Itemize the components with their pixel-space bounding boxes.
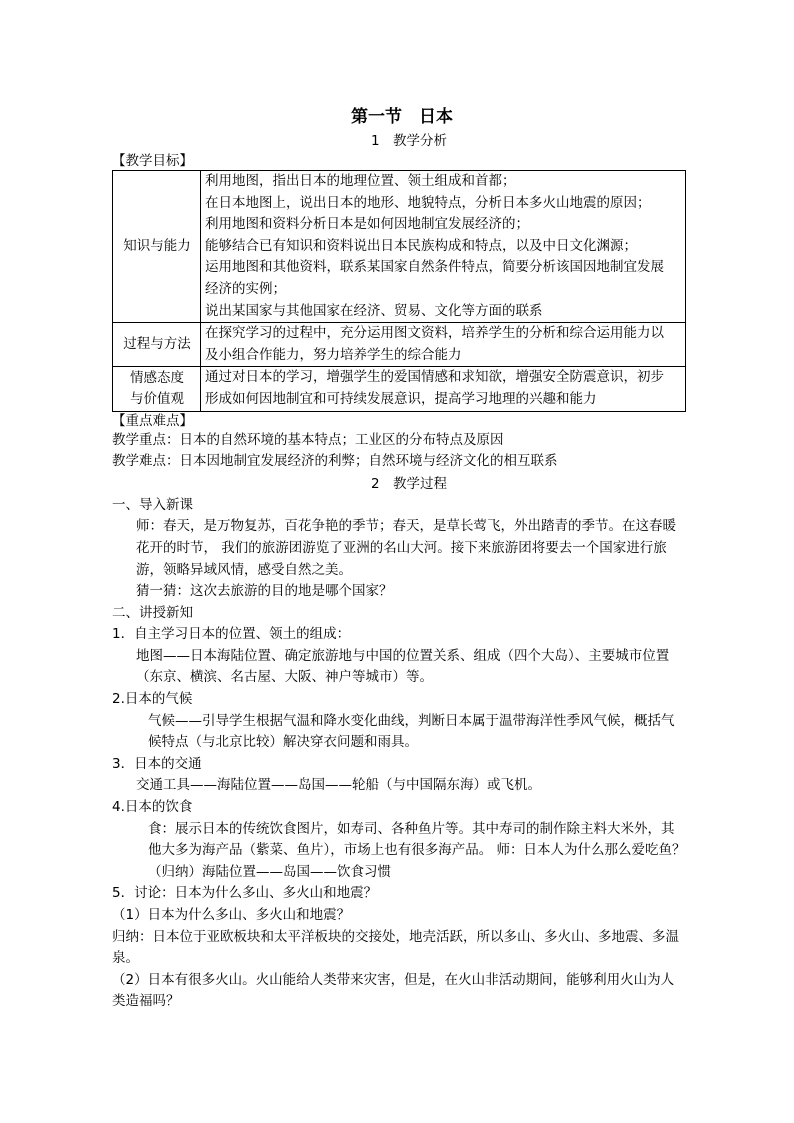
item5-answer-1: 归纳：日本位于亚欧板块和太平洋板块的交接处，地壳活跃，所以多山、多火山、多地震、多温泉。 (112, 928, 679, 967)
section-heading-analysis: 1 教学分析 (370, 133, 448, 149)
item4-body: 食：展示日本的传统饮食图片，如寿司、各种鱼片等。其中寿司的制作除主料大米外，其他大多为海产品（紫菜、鱼片），市场上也有很多海产品。 师：日本人为什么那么爱吃鱼？ (148, 820, 686, 859)
intro-heading: 一、导入新课 (112, 496, 193, 513)
section-heading-process: 2 教学过程 (370, 475, 448, 492)
goal-line: 利用地图和资料分析日本是如何因地制宜发展经济的； (205, 216, 529, 233)
goal-line: 形成如何因地制宜和可持续发展意识，提高学习地理的兴趣和能力 (205, 390, 597, 407)
item4-heading: 4.日本的饮食 (112, 799, 193, 816)
item5-question-1: （1）日本为什么多山、多火山和地震？ (112, 907, 351, 923)
goal-content-knowledge (201, 171, 686, 323)
goal-label-line: 情感态度 (130, 369, 184, 386)
item3-heading: 3．日本的交通 (112, 755, 202, 772)
teaching-goals-table (112, 170, 686, 412)
goal-content-values (201, 367, 686, 411)
page-title: 第一节 日本 (351, 107, 453, 127)
item5-heading: 5．讨论：日本为什么多山、多火山和地震？ (112, 885, 378, 902)
goal-label-values (113, 367, 201, 411)
goal-line: 在日本地图上，说出日本的地形、地貌特点，分析日本多火山地震的原因； (205, 194, 651, 211)
teaching-focus: 教学重点：日本的自然环境的基本特点；工业区的分布特点及原因 (112, 431, 504, 448)
goal-line: 通过对日本的学习，增强学生的爱国情感和求知欲，增强安全防震意识，初步 (205, 369, 664, 386)
key-points-label: 【重点难点】 (112, 412, 193, 429)
goal-label-process: 过程与方法 (113, 323, 201, 367)
item2-body: 气候——引导学生根据气温和降水变化曲线，判断日本属于温带海洋性季风气候，概括气候特点（与北京比较）解决穿衣问题和雨具。 (148, 712, 675, 751)
intro-paragraph: 师：春天，是万物复苏，百花争艳的季节；春天，是草长莺飞，外出踏青的季节。在这春暖花开的时节， 我们的旅游团游览了亚洲的名山大河。接下来旅游团将要去一个国家进行旅游，领略异域风情，感受自然之美。 (136, 518, 676, 578)
new-knowledge-heading: 二、讲授新知 (112, 604, 193, 621)
goal-line: 能够结合已有知识和资料说出日本民族构成和特点，以及中日文化渊源； (205, 237, 637, 254)
goals-label: 【教学目标】 (112, 153, 193, 169)
lesson-plan-content (112, 104, 686, 1013)
item5-question-2: （2）日本有很多火山。火山能给人类带来灾害，但是，在火山非活动期间，能够利用火山为人类造福吗？ (112, 971, 675, 1010)
item4-summary: （归纳）海陆位置——岛国——饮食习惯 (148, 863, 391, 880)
goal-line: 在探究学习的过程中，充分运用图文资料，培养学生的分析和综合运用能力以 (205, 325, 664, 342)
goal-content-process (201, 323, 686, 367)
goal-row-values (113, 367, 686, 411)
item3-body: 交通工具——海陆位置——岛国——轮船（与中国隔东海）或飞机。 (136, 777, 541, 794)
goal-line: 利用地图，指出日本的地理位置、领土组成和首都； (205, 173, 516, 189)
item2-heading: 2.日本的气候 (112, 691, 193, 708)
goal-row-process (113, 323, 686, 367)
goal-row-knowledge (113, 171, 686, 323)
teaching-difficulty: 教学难点：日本因地制宜发展经济的利弊；自然环境与经济文化的相互联系 (112, 453, 558, 470)
goal-label-line: 与价值观 (130, 390, 184, 407)
goal-line: 说出某国家与其他国家在经济、贸易、文化等方面的联系 (205, 302, 543, 319)
intro-question: 猜一猜：这次去旅游的目的地是哪个国家？ (136, 583, 393, 600)
item1-heading: 1．自主学习日本的位置、领土的组成： (112, 626, 351, 643)
item1-body: 地图——日本海陆位置、确定旅游地与中国的位置关系、组成（四个大岛）、主要城市位置（东京、横滨、名古屋、大阪、神户等城市）等。 (136, 647, 670, 686)
goal-line: 运用地图和其他资料，联系某国家自然条件特点，简要分析该国因地制宜发展 (205, 259, 664, 276)
goal-line: 及小组合作能力，努力培养学生的综合能力 (205, 346, 462, 363)
goal-label-knowledge: 知识与能力 (113, 171, 201, 323)
goal-line: 经济的实例； (205, 280, 286, 297)
